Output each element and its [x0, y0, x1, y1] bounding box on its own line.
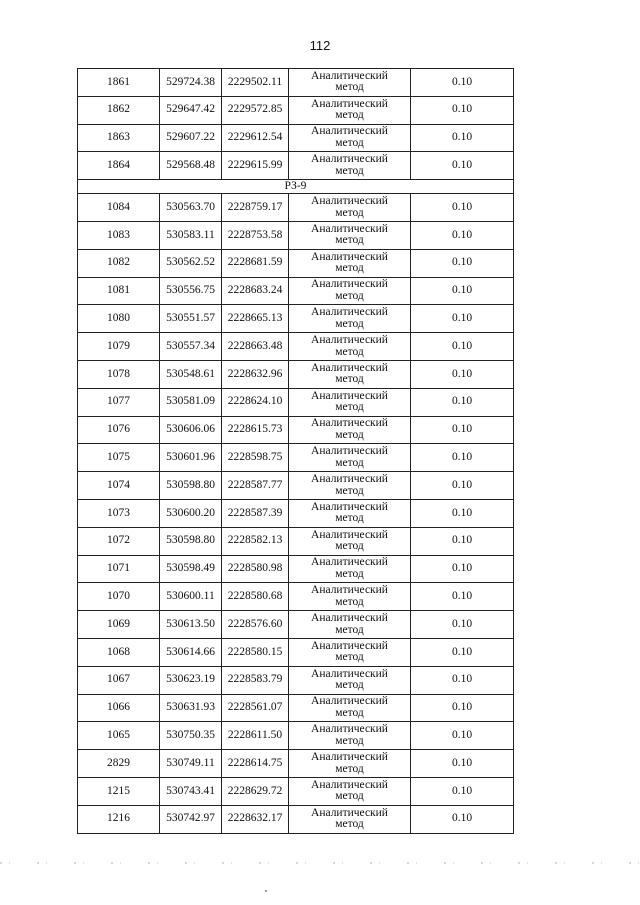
- accuracy-cell: 0.10: [411, 277, 514, 305]
- table-body-bottom: [78, 194, 514, 833]
- point-id-cell: 1073: [78, 499, 160, 527]
- method-cell: [289, 360, 411, 388]
- accuracy-cell: 0.10: [411, 694, 514, 722]
- x-coordinate-cell: 529568.48: [160, 152, 222, 180]
- table-row: [78, 555, 514, 583]
- method-text: метод: [335, 289, 364, 302]
- table-row: [78, 777, 514, 805]
- table-body-top: [78, 69, 514, 180]
- method-text: Аналитический: [311, 250, 388, 263]
- method-cell: [289, 221, 411, 249]
- y-coordinate-cell: 2228611.50: [222, 722, 289, 750]
- method-cell: [289, 152, 411, 180]
- method-text: метод: [335, 734, 364, 747]
- method-text: метод: [335, 136, 364, 149]
- method-text: Аналитический: [311, 806, 388, 819]
- table-row: [78, 638, 514, 666]
- y-coordinate-cell: 2229502.11: [222, 69, 289, 97]
- point-id-cell: 1066: [78, 694, 160, 722]
- y-coordinate-cell: 2229572.85: [222, 96, 289, 124]
- method-cell: [289, 333, 411, 361]
- table-row: [78, 194, 514, 222]
- table-row: [78, 750, 514, 778]
- method-text: Аналитический: [311, 500, 388, 513]
- table-row: [78, 305, 514, 333]
- method-cell: [289, 722, 411, 750]
- x-coordinate-cell: 530606.06: [160, 416, 222, 444]
- method-cell: [289, 555, 411, 583]
- point-id-cell: 1068: [78, 638, 160, 666]
- y-coordinate-cell: 2228576.60: [222, 611, 289, 639]
- method-text: метод: [335, 164, 364, 177]
- method-text: метод: [335, 762, 364, 775]
- point-id-cell: 1215: [78, 777, 160, 805]
- x-coordinate-cell: 530581.09: [160, 388, 222, 416]
- accuracy-cell: 0.10: [411, 249, 514, 277]
- method-text: Аналитический: [311, 445, 388, 458]
- method-text: метод: [335, 262, 364, 275]
- table-row: [78, 444, 514, 472]
- method-cell: [289, 305, 411, 333]
- accuracy-cell: 0.10: [411, 527, 514, 555]
- x-coordinate-cell: 530557.34: [160, 333, 222, 361]
- x-coordinate-cell: 530749.11: [160, 750, 222, 778]
- method-text: метод: [335, 428, 364, 441]
- accuracy-cell: 0.10: [411, 750, 514, 778]
- y-coordinate-cell: 2228632.96: [222, 360, 289, 388]
- table-row: [78, 69, 514, 97]
- method-text: метод: [335, 706, 364, 719]
- method-text: Аналитический: [311, 556, 388, 569]
- x-coordinate-cell: 529724.38: [160, 69, 222, 97]
- method-text: Аналитический: [311, 584, 388, 597]
- accuracy-cell: 0.10: [411, 194, 514, 222]
- accuracy-cell: 0.10: [411, 499, 514, 527]
- page-number: 112: [309, 38, 331, 53]
- point-id-cell: 1067: [78, 666, 160, 694]
- method-text: Аналитический: [311, 389, 388, 402]
- y-coordinate-cell: 2228580.15: [222, 638, 289, 666]
- table-row: [78, 360, 514, 388]
- x-coordinate-cell: 530598.80: [160, 527, 222, 555]
- method-cell: [289, 638, 411, 666]
- y-coordinate-cell: 2228632.17: [222, 805, 289, 833]
- accuracy-cell: 0.10: [411, 611, 514, 639]
- x-coordinate-cell: 530556.75: [160, 277, 222, 305]
- method-text: метод: [335, 651, 364, 664]
- method-text: метод: [335, 206, 364, 219]
- method-text: метод: [335, 345, 364, 358]
- method-cell: [289, 472, 411, 500]
- accuracy-cell: 0.10: [411, 221, 514, 249]
- y-coordinate-cell: 2228583.79: [222, 666, 289, 694]
- method-text: метод: [335, 401, 364, 414]
- point-id-cell: 1076: [78, 416, 160, 444]
- table-row: [78, 666, 514, 694]
- scan-artifact-line: [0, 862, 640, 864]
- point-id-cell: 1861: [78, 69, 160, 97]
- accuracy-cell: 0.10: [411, 583, 514, 611]
- x-coordinate-cell: 530750.35: [160, 722, 222, 750]
- point-id-cell: 1070: [78, 583, 160, 611]
- x-coordinate-cell: 530551.57: [160, 305, 222, 333]
- method-text: метод: [335, 512, 364, 525]
- method-cell: [289, 416, 411, 444]
- table-row: [78, 277, 514, 305]
- x-coordinate-cell: 530631.93: [160, 694, 222, 722]
- accuracy-cell: 0.10: [411, 388, 514, 416]
- point-id-cell: 1864: [78, 152, 160, 180]
- y-coordinate-cell: 2228582.13: [222, 527, 289, 555]
- method-cell: [289, 527, 411, 555]
- table-row: [78, 96, 514, 124]
- point-id-cell: 1079: [78, 333, 160, 361]
- y-coordinate-cell: 2229615.99: [222, 152, 289, 180]
- method-cell: [289, 96, 411, 124]
- method-text: Аналитический: [311, 195, 388, 208]
- method-text: Аналитический: [311, 667, 388, 680]
- accuracy-cell: 0.10: [411, 152, 514, 180]
- method-cell: [289, 583, 411, 611]
- x-coordinate-cell: 530743.41: [160, 777, 222, 805]
- x-coordinate-cell: 530601.96: [160, 444, 222, 472]
- method-cell: [289, 666, 411, 694]
- accuracy-cell: 0.10: [411, 96, 514, 124]
- method-text: Аналитический: [311, 125, 388, 138]
- method-text: метод: [335, 540, 364, 553]
- table-row: [78, 499, 514, 527]
- point-id-cell: 1065: [78, 722, 160, 750]
- y-coordinate-cell: 2228561.07: [222, 694, 289, 722]
- point-id-cell: 1081: [78, 277, 160, 305]
- method-text: Аналитический: [311, 97, 388, 110]
- method-text: Аналитический: [311, 334, 388, 347]
- method-cell: [289, 499, 411, 527]
- y-coordinate-cell: 2228629.72: [222, 777, 289, 805]
- method-text: метод: [335, 818, 364, 831]
- method-text: Аналитический: [311, 778, 388, 791]
- point-id-cell: 1071: [78, 555, 160, 583]
- point-id-cell: 1084: [78, 194, 160, 222]
- method-text: метод: [335, 679, 364, 692]
- method-text: Аналитический: [311, 528, 388, 541]
- accuracy-cell: 0.10: [411, 69, 514, 97]
- y-coordinate-cell: 2228598.75: [222, 444, 289, 472]
- method-text: метод: [335, 81, 364, 94]
- method-text: метод: [335, 623, 364, 636]
- coordinates-table: [77, 68, 514, 834]
- y-coordinate-cell: 2228587.77: [222, 472, 289, 500]
- table-row: [78, 388, 514, 416]
- x-coordinate-cell: 530600.20: [160, 499, 222, 527]
- y-coordinate-cell: 2228614.75: [222, 750, 289, 778]
- y-coordinate-cell: 2228624.10: [222, 388, 289, 416]
- y-coordinate-cell: 2228587.39: [222, 499, 289, 527]
- x-coordinate-cell: 530600.11: [160, 583, 222, 611]
- accuracy-cell: 0.10: [411, 555, 514, 583]
- method-text: метод: [335, 790, 364, 803]
- x-coordinate-cell: 529647.42: [160, 96, 222, 124]
- accuracy-cell: 0.10: [411, 444, 514, 472]
- method-text: Аналитический: [311, 695, 388, 708]
- y-coordinate-cell: 2228759.17: [222, 194, 289, 222]
- y-coordinate-cell: 2228580.98: [222, 555, 289, 583]
- method-text: Аналитический: [311, 751, 388, 764]
- method-text: Аналитический: [311, 639, 388, 652]
- point-id-cell: 1083: [78, 221, 160, 249]
- method-text: Аналитический: [311, 361, 388, 374]
- method-cell: [289, 694, 411, 722]
- method-text: метод: [335, 234, 364, 247]
- method-text: Аналитический: [311, 222, 388, 235]
- accuracy-cell: 0.10: [411, 360, 514, 388]
- method-text: Аналитический: [311, 153, 388, 166]
- x-coordinate-cell: 530562.52: [160, 249, 222, 277]
- point-id-cell: 1078: [78, 360, 160, 388]
- y-coordinate-cell: 2228683.24: [222, 277, 289, 305]
- x-coordinate-cell: 530548.61: [160, 360, 222, 388]
- point-id-cell: 2829: [78, 750, 160, 778]
- x-coordinate-cell: 530598.49: [160, 555, 222, 583]
- x-coordinate-cell: 530614.66: [160, 638, 222, 666]
- y-coordinate-cell: 2228681.59: [222, 249, 289, 277]
- x-coordinate-cell: 530623.19: [160, 666, 222, 694]
- method-cell: [289, 249, 411, 277]
- method-text: Аналитический: [311, 417, 388, 430]
- method-cell: [289, 69, 411, 97]
- method-cell: [289, 277, 411, 305]
- accuracy-cell: 0.10: [411, 124, 514, 152]
- y-coordinate-cell: 2229612.54: [222, 124, 289, 152]
- method-text: метод: [335, 456, 364, 469]
- method-text: Аналитический: [311, 612, 388, 625]
- table-row: [78, 333, 514, 361]
- accuracy-cell: 0.10: [411, 722, 514, 750]
- method-cell: [289, 388, 411, 416]
- table-row: [78, 124, 514, 152]
- method-cell: [289, 611, 411, 639]
- table-row: [78, 416, 514, 444]
- point-id-cell: 1072: [78, 527, 160, 555]
- accuracy-cell: 0.10: [411, 305, 514, 333]
- point-id-cell: 1863: [78, 124, 160, 152]
- scan-artifact-dot: [265, 890, 267, 892]
- table-row: [78, 694, 514, 722]
- method-cell: [289, 805, 411, 833]
- method-text: Аналитический: [311, 723, 388, 736]
- y-coordinate-cell: 2228663.48: [222, 333, 289, 361]
- point-id-cell: 1069: [78, 611, 160, 639]
- method-text: метод: [335, 484, 364, 497]
- point-id-cell: 1075: [78, 444, 160, 472]
- table-row: [78, 527, 514, 555]
- point-id-cell: 1074: [78, 472, 160, 500]
- accuracy-cell: 0.10: [411, 805, 514, 833]
- method-text: Аналитический: [311, 473, 388, 486]
- table-row: [78, 722, 514, 750]
- table-row: [78, 611, 514, 639]
- table-row: [78, 152, 514, 180]
- table-row: [78, 221, 514, 249]
- method-text: Аналитический: [311, 306, 388, 319]
- accuracy-cell: 0.10: [411, 777, 514, 805]
- accuracy-cell: 0.10: [411, 638, 514, 666]
- point-id-cell: 1082: [78, 249, 160, 277]
- method-text: метод: [335, 373, 364, 386]
- point-id-cell: 1077: [78, 388, 160, 416]
- method-text: Аналитический: [311, 69, 388, 82]
- x-coordinate-cell: 530563.70: [160, 194, 222, 222]
- accuracy-cell: 0.10: [411, 416, 514, 444]
- method-text: Аналитический: [311, 278, 388, 291]
- method-cell: [289, 194, 411, 222]
- method-text: метод: [335, 567, 364, 580]
- x-coordinate-cell: 530613.50: [160, 611, 222, 639]
- x-coordinate-cell: 529607.22: [160, 124, 222, 152]
- section-label: РЗ-9: [78, 180, 514, 194]
- method-text: метод: [335, 595, 364, 608]
- method-cell: [289, 777, 411, 805]
- method-text: метод: [335, 109, 364, 122]
- table-row: [78, 472, 514, 500]
- method-cell: [289, 444, 411, 472]
- accuracy-cell: 0.10: [411, 333, 514, 361]
- point-id-cell: 1862: [78, 96, 160, 124]
- point-id-cell: 1080: [78, 305, 160, 333]
- method-text: метод: [335, 317, 364, 330]
- accuracy-cell: 0.10: [411, 666, 514, 694]
- method-cell: [289, 750, 411, 778]
- table-row: [78, 805, 514, 833]
- x-coordinate-cell: 530742.97: [160, 805, 222, 833]
- table-section: [78, 180, 514, 194]
- section-header-row: [78, 180, 514, 194]
- y-coordinate-cell: 2228580.68: [222, 583, 289, 611]
- x-coordinate-cell: 530598.80: [160, 472, 222, 500]
- table-row: [78, 249, 514, 277]
- accuracy-cell: 0.10: [411, 472, 514, 500]
- point-id-cell: 1216: [78, 805, 160, 833]
- y-coordinate-cell: 2228615.73: [222, 416, 289, 444]
- y-coordinate-cell: 2228665.13: [222, 305, 289, 333]
- table-row: [78, 583, 514, 611]
- method-cell: [289, 124, 411, 152]
- y-coordinate-cell: 2228753.58: [222, 221, 289, 249]
- x-coordinate-cell: 530583.11: [160, 221, 222, 249]
